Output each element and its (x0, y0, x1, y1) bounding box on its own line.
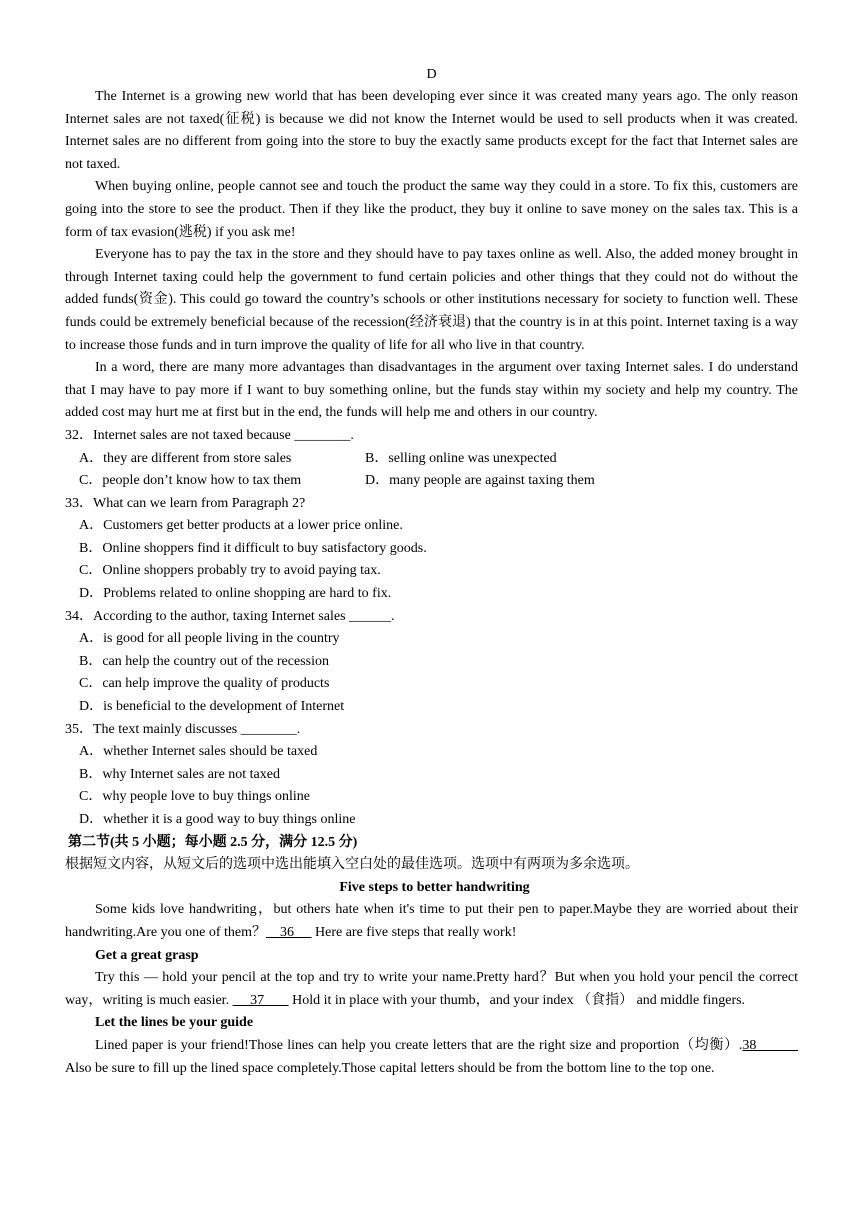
option-a: A．they are different from store sales (79, 450, 292, 466)
blank-37: 37 (232, 992, 289, 1008)
question-35 (65, 719, 798, 832)
option-b: B．Online shoppers find it difficult to buy satisfactory goods. (79, 540, 427, 556)
section-heading: 第二节(共 5 小题；每小题 2.5 分，满分 12.5 分) (68, 834, 358, 850)
option-c: C．why people love to buy things online (79, 789, 310, 805)
passage-label: D (426, 67, 437, 82)
passage-paragraph-1: The Internet is a growing new world that has been developing ever since it was created many years ago. The only reason Internet sales are not taxed(征税) is because we did not know the Internet would be used to sell products when it was created. Internet sales are no different from going into the store to buy the exactly same products except for the fact that Internet sales are not taxed. (65, 89, 798, 172)
question-stem: 34．According to the author, taxing Internet sales ______. (65, 608, 395, 624)
question-32 (65, 425, 798, 493)
subheading-grasp: Get a great grasp (95, 947, 199, 963)
question-stem: 32．Internet sales are not taxed because ________. (65, 427, 354, 443)
question-34 (65, 606, 798, 719)
text-before-blank: Try this — hold your pencil at the top and try to write your name.Pretty hard？But when you hold your pencil the correct way，writing is much easier. (65, 970, 798, 1008)
blank-36: 36 (266, 924, 312, 940)
option-b: B．why Internet sales are not taxed (79, 766, 280, 782)
passage-paragraph-3: Everyone has to pay the tax in the store and they should have to pay taxes online as well. Also, the added money brought in through Internet taxing could help the government to fund certain policies and other things that they could not do without the added funds(资金). This could go toward the country’s schools or other institutions necessary for society to function well. These funds could be extremely beneficial because of the recession(经济衰退) that the country is in at this point. Internet taxing is a way to increase those funds and in turn improve the quality of life for all who live in that country. (65, 247, 798, 353)
option-c: C．Online shoppers probably try to avoid paying tax. (79, 563, 381, 579)
option-d: D．whether it is a good way to buy things online (79, 812, 356, 827)
option-c: C．can help improve the quality of products (79, 676, 330, 692)
option-d: D．many people are against taxing them (365, 473, 595, 489)
text-after-blank: Also be sure to fill up the lined space completely.Those capital letters should be from the bottom line to the top one. (65, 1060, 715, 1076)
option-a: A．is good for all people living in the country (79, 631, 340, 647)
option-a: A．Customers get better products at a lower price online. (79, 518, 403, 534)
text-after-blank: Here are five steps that really work! (311, 924, 517, 940)
subheading-lines: Let the lines be your guide (95, 1015, 254, 1031)
option-a: A．whether Internet sales should be taxed (79, 744, 318, 760)
passage-paragraph-4: In a word, there are many more advantages than disadvantages in the argument over taxing Internet sales. I do understand that I may have to pay more if I want to buy something online, but the funds stay within my society and help my country. The added cost may hurt me at first but in the end, the funds will help me and others in our country. (65, 360, 798, 421)
option-row (65, 448, 798, 471)
question-33 (65, 493, 798, 606)
option-b: B．selling online was unexpected (365, 450, 557, 466)
handwriting-paragraph-3 (65, 1035, 798, 1080)
section-instruction: 根据短文内容，从短文后的选项中选出能填入空白处的最佳选项。选项中有两项为多余选项。 (65, 857, 639, 873)
option-row (65, 470, 798, 493)
handwriting-paragraph-1 (65, 899, 798, 944)
question-stem: 33．What can we learn from Paragraph 2? (65, 495, 306, 511)
option-d: D．is beneficial to the development of Internet (79, 699, 345, 715)
passage-paragraph-2: When buying online, people cannot see and touch the product the same way they could in a store. To fix this, customers are going into the store to see the product. Then if they like the product, they buy it online to save money on the sales tax. This is a form of tax evasion(逃税) if you ask me! (65, 179, 798, 240)
passage-title: Five steps to better handwriting (339, 879, 530, 895)
option-b: B．can help the country out of the recession (79, 653, 329, 669)
text-before-blank: Lined paper is your friend!Those lines can help you create letters that are the right size and proportion（均衡）. (95, 1037, 743, 1053)
question-stem: 35．The text mainly discusses ________. (65, 721, 301, 737)
blank-38: 38 (742, 1037, 798, 1053)
text-before-blank: Some kids love handwriting，but others hate when it's time to put their pen to paper.Maybe they are worried about their handwriting.Are you one of them？ (65, 902, 798, 940)
option-c: C．people don’t know how to tax them (79, 473, 302, 489)
option-d: D．Problems related to online shopping are hard to fix. (79, 586, 392, 602)
exam-page (65, 64, 798, 1080)
text-after-blank: Hold it in place with your thumb，and your index （食指） and middle fingers. (288, 992, 746, 1008)
handwriting-paragraph-2 (65, 967, 798, 1012)
